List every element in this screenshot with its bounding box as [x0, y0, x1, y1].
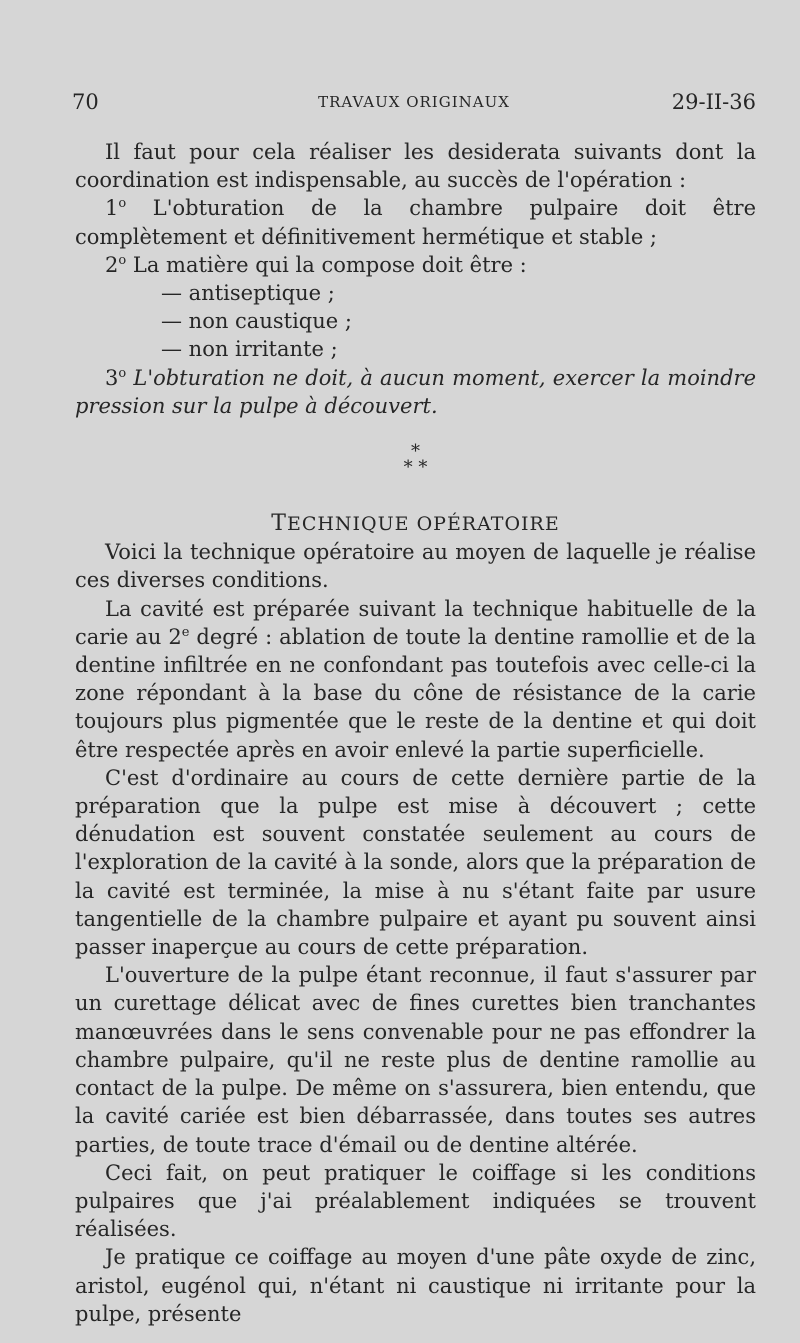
page-number: 70	[72, 90, 99, 114]
list-item-1	[75, 194, 756, 250]
list-item-3	[75, 364, 756, 420]
asterism-bottom: * *	[403, 457, 428, 479]
paragraph: Je pratique ce coiffage au moyen d'une pâte oxyde de zinc, aristol, eugénol qui, n'étant ni caustique ni irritante pour la pulpe, présente	[75, 1245, 756, 1326]
item-text: L'obturation de la chambre pulpaire doit être complètement et définitivement hermétique et stable ;	[75, 196, 756, 249]
asterism	[75, 441, 756, 479]
ordinal-mark: o	[118, 252, 127, 268]
paragraph-rest: degré : ablation de toute la dentine ramollie et de la dentine infiltrée en ne confondant pas toutefois avec celle-ci la zone répondant à la base du cône de résistance de la carie toujours plus pigmentée que le reste de la dentine et qui doit être respectée après en avoir enlevé la partie superficielle.	[75, 624, 756, 762]
paragraph: C'est d'ordinaire au cours de cette dernière partie de la préparation que la pulpe est mise à découvert ; cette dénudation est souvent constatée seulement au cours de l'exploration de la cavité à la sonde, alors que la préparation de la cavité est terminée, la mise à nu s'étant faite par usure tangentielle de la chambre pulpaire et ayant pu souvent ainsi passer inaperçue au cours de cette préparation.	[75, 765, 756, 960]
heading-smallcaps-2: OPÉRATOIRE	[416, 513, 560, 536]
issue-date: 29-II-36	[671, 90, 756, 114]
degree-suffix: e	[181, 624, 190, 640]
ordinal-mark: o	[118, 365, 127, 381]
item-number: 1	[105, 196, 119, 221]
intro-paragraph: Il faut pour cela réaliser les desiderata suivants dont la coordination est indispensable, au succès de l'opération :	[75, 140, 756, 193]
running-header	[72, 90, 756, 120]
ordinal-mark: o	[118, 196, 127, 212]
heading-smallcaps-1: ECHNIQUE	[286, 513, 410, 536]
paragraph: Voici la technique opératoire au moyen de laquelle je réalise ces diverses conditions.	[75, 540, 756, 593]
paragraph: L'ouverture de la pulpe étant reconnue, il faut s'assurer par un curettage délicat avec de fines curettes bien tranchantes manœuvrées dans le sens convenable pour ne pas effondrer la chambre pulpaire, qu'il ne reste plus de dentine ramollie au contact de la pulpe. De même on s'assurera, bien entendu, que la cavité cariée est bien débarrassée, dans toutes ses autres parties, de toute trace d'émail ou de dentine altérée.	[75, 963, 756, 1157]
item-text-italic: L'obturation ne doit, à aucun moment, exercer la moindre pression sur la pulpe à découvert.	[75, 365, 756, 418]
section-heading	[75, 510, 756, 538]
heading-capital: T	[271, 511, 287, 537]
asterism-top: *	[411, 441, 420, 463]
dash-item: — non irritante ;	[161, 337, 338, 362]
dash-item: — antiseptique ;	[161, 281, 335, 306]
item-number: 2	[105, 252, 119, 277]
paragraph-start: La cavité est préparée suivant la technique habituelle de la carie au 2	[75, 596, 756, 649]
paragraph	[75, 595, 756, 764]
list-item-2	[75, 251, 756, 279]
body-text	[75, 138, 756, 1328]
item-text: La matière qui la compose doit être :	[132, 252, 527, 277]
paragraph: Ceci fait, on peut pratiquer le coiffage si les conditions pulpaires que j'ai préalablement indiquées se trouvent réalisées.	[75, 1160, 756, 1242]
item-number: 3	[105, 365, 119, 390]
dash-item: — non caustique ;	[161, 309, 352, 334]
running-title: TRAVAUX ORIGINAUX	[318, 93, 510, 111]
